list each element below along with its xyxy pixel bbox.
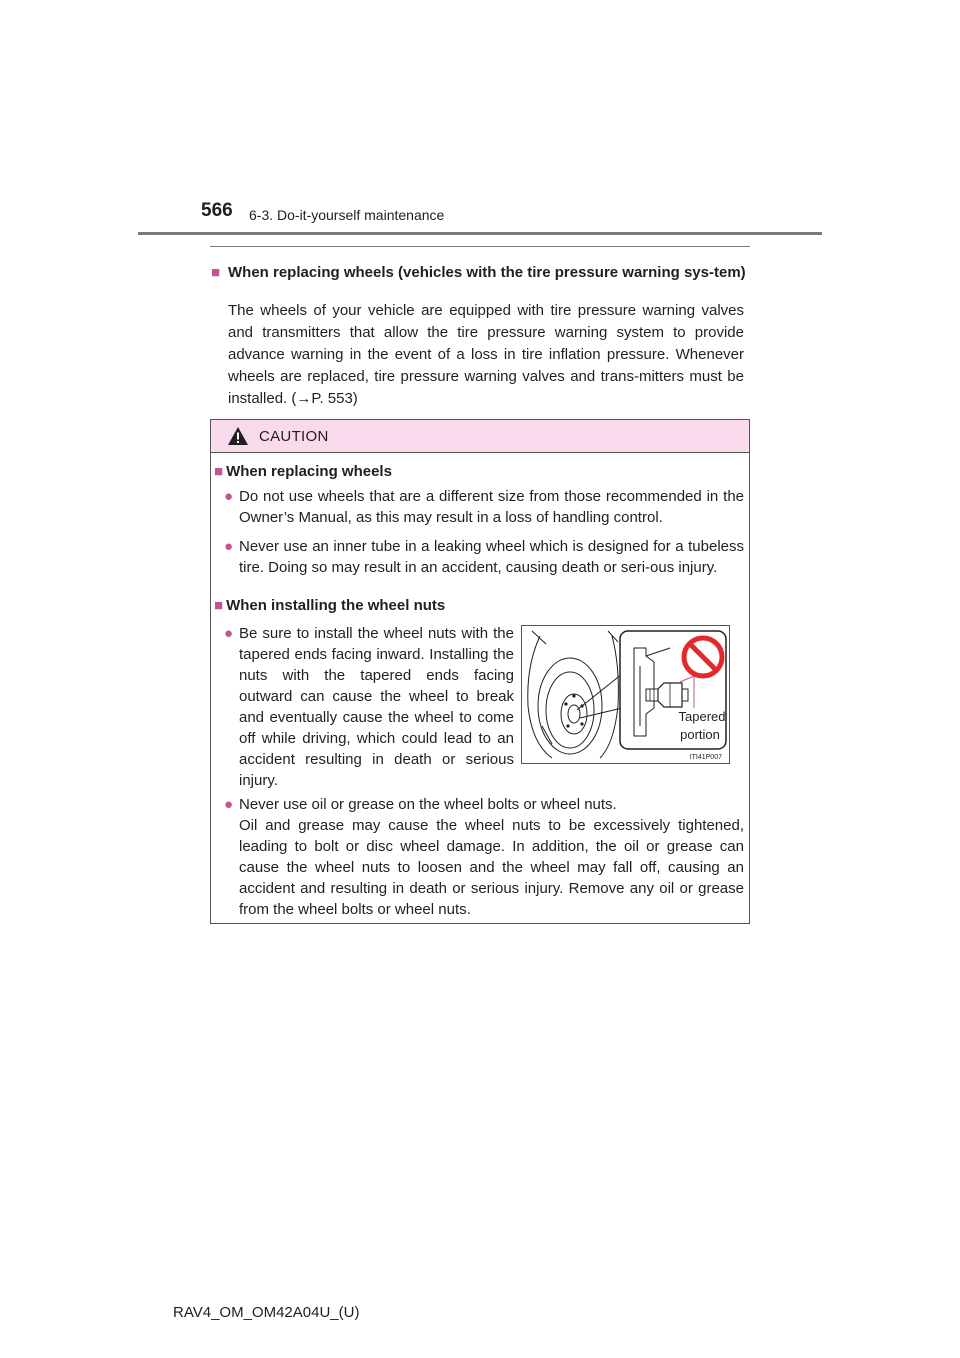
caution-header xyxy=(211,420,749,453)
list-item-text: Be sure to install the wheel nuts with the tapered ends facing inward. Installing the nuts with the tapered ends facing outward can cause the wheel to break and eventually cause the wheel to come off while driving, which could lead to an accident resulting in death or serious injury. xyxy=(239,625,514,789)
list-item xyxy=(224,623,514,791)
list-item-text: Never use oil or grease on the wheel bolts or wheel nuts. Oil and grease may cause the wheel nuts to be excessively tightened, leading to bolt or disc wheel damage. In addition, the oil or grease can cause the wheel nuts to loosen and the wheel may fall off, causing an accident and resulting in death or serious injury. Remove any oil or grease from the wheel bolts or wheel nuts. xyxy=(239,796,744,918)
caution-heading-replacing-wheels xyxy=(214,463,392,480)
list-item xyxy=(224,536,744,578)
figure-code: ITI41P007 xyxy=(689,754,722,761)
tapered-label-line1: Tapered xyxy=(678,709,726,724)
intro-body-text: The wheels of your vehicle are equipped with tire pressure warning valves and transmitters that allow the tire pressure warning system to provide advance warning in the event of a loss in tire inflation pressure. Whenever wheels are replaced, tire pressure warning valves and trans-mitters must be installed. ( xyxy=(228,302,744,407)
section-title: 6-3. Do-it-yourself maintenance xyxy=(249,207,445,223)
round-bullet-icon: ● xyxy=(224,625,234,642)
wheel-illustration xyxy=(522,626,729,763)
round-bullet-icon: ● xyxy=(224,796,234,813)
list-item xyxy=(224,794,744,920)
round-bullet-icon: ● xyxy=(224,538,234,555)
warning-triangle-icon xyxy=(227,426,249,446)
square-bullet-icon: ■ xyxy=(214,463,224,480)
list-item xyxy=(224,486,744,528)
intro-body xyxy=(228,300,744,410)
caution-label: CAUTION xyxy=(259,428,329,445)
prohibition-icon xyxy=(684,638,722,676)
list-item-text: Do not use wheels that are a different size from those recommended in the Owner’s Manual, as this may result in a loss of handling control. xyxy=(239,488,744,526)
arrow-icon: → xyxy=(296,390,312,407)
caution-heading-text: When installing the wheel nuts xyxy=(226,597,446,614)
caution-box xyxy=(210,419,750,924)
header-rule xyxy=(138,232,822,235)
tapered-label-line2: portion xyxy=(680,727,720,742)
document-id: RAV4_OM_OM42A04U_(U) xyxy=(173,1304,360,1321)
list-item-text: Never use an inner tube in a leaking wheel which is designed for a tubeless tire. Doing so may result in an accident, causing death or seri-ous injury. xyxy=(239,538,744,576)
caution-heading-text: When replacing wheels xyxy=(226,463,392,480)
intro-heading-text: When replacing wheels (vehicles with the tire pressure warning sys-tem) xyxy=(228,264,746,281)
page-reference[interactable]: P. 553) xyxy=(311,390,358,407)
caution-heading-wheel-nuts xyxy=(214,597,445,614)
square-bullet-icon: ■ xyxy=(214,597,224,614)
square-bullet-icon: ■ xyxy=(211,264,221,281)
section-divider xyxy=(210,246,750,247)
round-bullet-icon: ● xyxy=(224,488,234,505)
wheel-nut-figure xyxy=(521,625,730,764)
intro-heading xyxy=(211,263,751,283)
page-number: 566 xyxy=(201,200,233,221)
